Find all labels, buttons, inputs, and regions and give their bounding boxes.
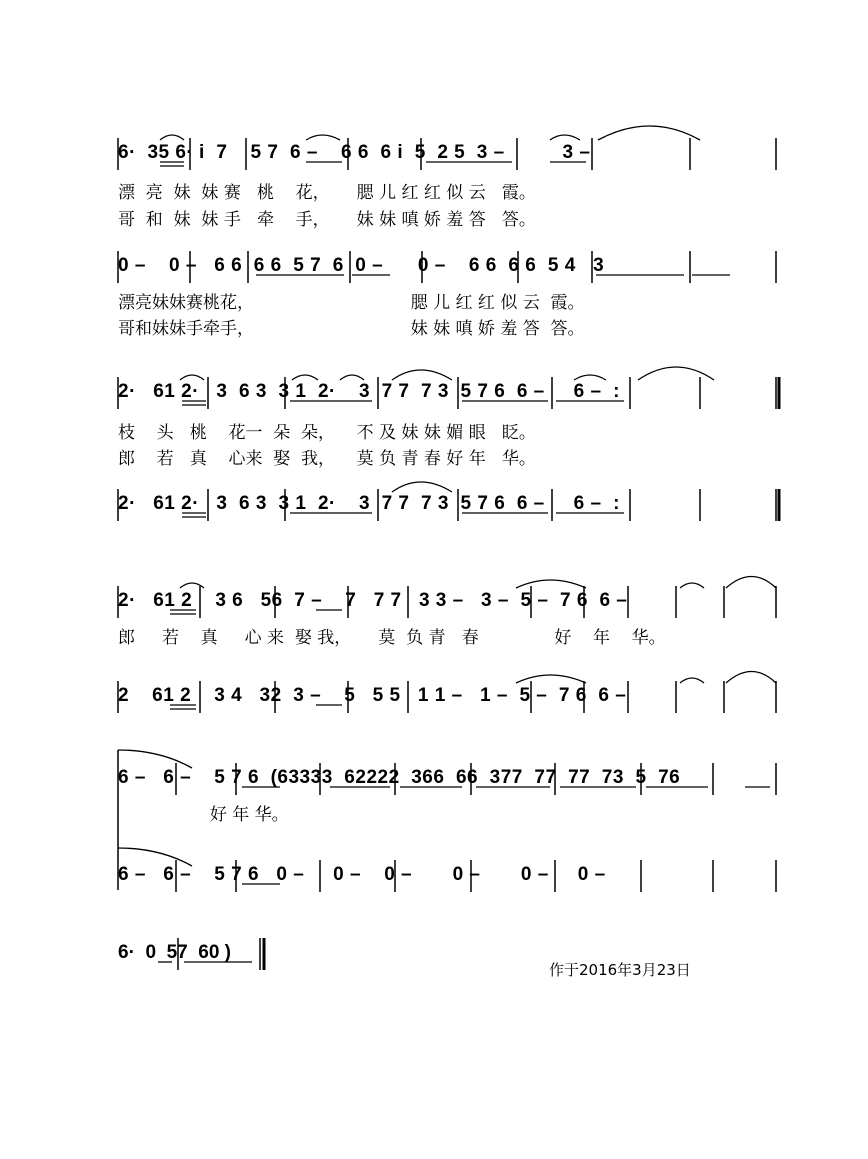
system1-upper-line [118, 138, 780, 168]
system4-lower-notes: 6 – 6 – 5 7 6 0 – 0 – 0 – 0 – 0 – 0 – [118, 864, 606, 885]
system1-lower-lyric2: 哥和妹妹手牵手， 妹 妹 嗔 娇 羞 答 答。 [118, 319, 585, 339]
system1-upper-notes: 6· 35 6· i 7 5 7 6 – 6 6 6 i 5 2 5 3 – 3 – [118, 142, 591, 163]
system2-lyric1: 枝 头 桃 花一 朵 朵， 不 及 妹 妹 媚 眼 眨。 [118, 423, 536, 443]
system3-upper-notes: 2· 61 2 3 6 56 7 – 7 7 7 3 3 – 3 – 5 – 7 6 6 – [118, 590, 628, 611]
note-underlines [158, 162, 770, 962]
system2-upper-notes: 2· 61 2· 3 6 3 3 1 2· 3 7 7 7 3 5 7 6 6 – 6 – : [118, 381, 620, 402]
system4-lower-line [118, 860, 780, 890]
system4-upper-line [118, 763, 780, 793]
system1-lyric2: 哥 和 妹 妹 手 牵 手， 妹 妹 嗔 娇 羞 答 答。 [118, 210, 536, 230]
system2-upper-line [118, 377, 780, 407]
system4-upper-notes: 6 – 6 – 5 7 6 (63333 62222 366 66 377 77 77 73 5 76 [118, 767, 681, 788]
system4-lyric1: 好 年 华。 [118, 805, 289, 825]
system2-lower-line [118, 489, 780, 519]
system1-lower-notes: 0 – 0 – 6 6 6 6 5 7 6 0 – 0 – 6 6 6 6 5 4 3 [118, 255, 605, 276]
system3-lower-line [118, 681, 780, 711]
system1-lyric1: 漂 亮 妹 妹 赛 桃 花， 腮 儿 红 红 似 云 霞。 [118, 183, 536, 203]
system3-lyric1: 郎 若 真 心 来 娶 我， 莫 负 青 春 好 年 华。 [118, 628, 666, 648]
system1-lower-line [118, 251, 780, 281]
system3-lower-notes: 2 61 2 3 4 32 3 – 5 5 5 1 1 – 1 – 5 – 7 6 6 – [118, 685, 627, 706]
composition-date: 作于2016年3月23日 [549, 961, 691, 979]
system2-lower-notes: 2· 61 2· 3 6 3 3 1 2· 3 7 7 7 3 5 7 6 6 – 6 – : [118, 493, 620, 514]
final-notes: 6· 0 57 60 ) [118, 942, 232, 963]
system2-lyric2: 郎 若 真 心来 娶 我， 莫 负 青 春 好 年 华。 [118, 449, 536, 469]
system1-lower-lyric1: 漂亮妹妹赛桃花， 腮 儿 红 红 似 云 霞。 [118, 293, 585, 313]
system3-upper-line [118, 586, 780, 616]
